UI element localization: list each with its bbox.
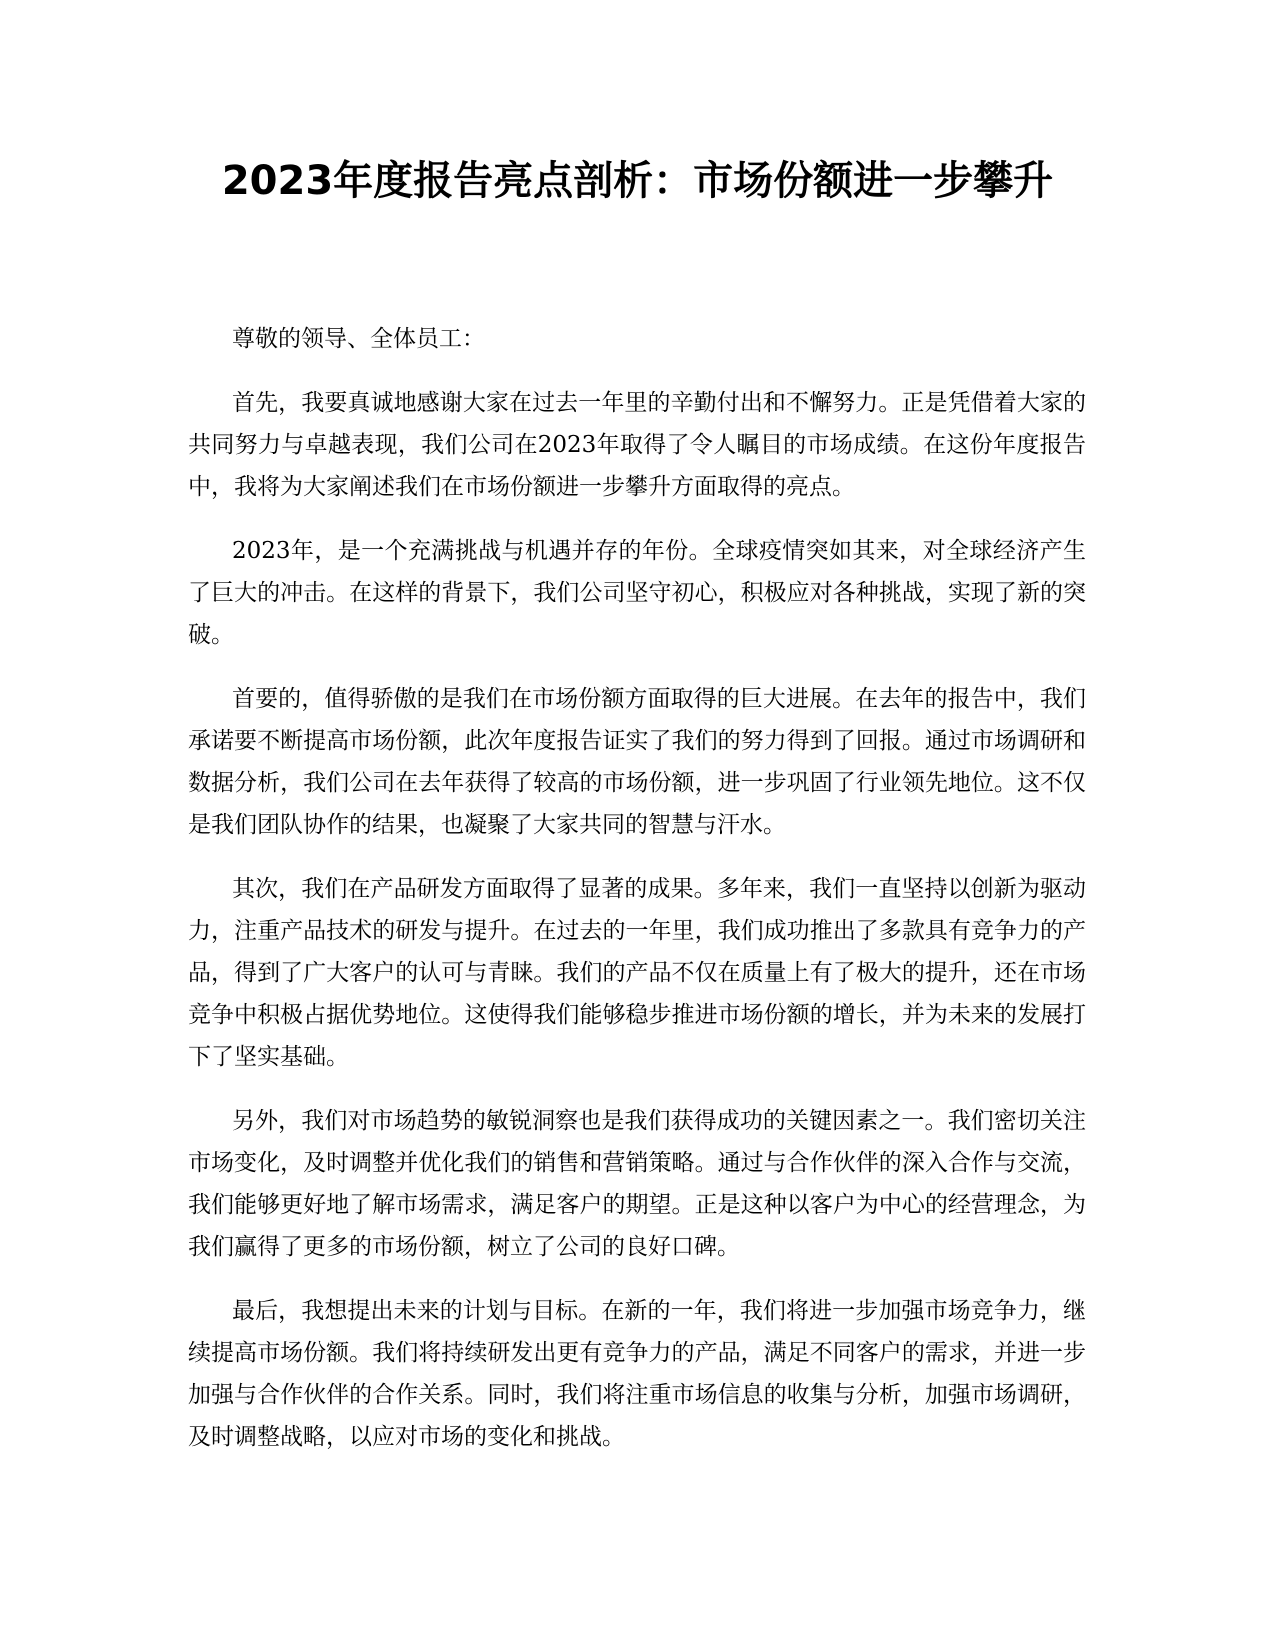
paragraph-6: 最后，我想提出未来的计划与目标。在新的一年，我们将进一步加强市场竞争力，继续提高市场份额。我们将持续研发出更有竞争力的产品，满足不同客户的需求，并进一步加强与合作伙伴的合作关系。同时，我们将注重市场信息的收集与分析，加强市场调研，及时调整战略，以应对市场的变化和挑战。 [188, 1298, 1086, 1450]
paragraph-4: 其次，我们在产品研发方面取得了显著的成果。多年来，我们一直坚持以创新为驱动力，注重产品技术的研发与提升。在过去的一年里，我们成功推出了多款具有竞争力的产品，得到了广大客户的认可与青睐。我们的产品不仅在质量上有了极大的提升，还在市场竞争中积极占据优势地位。这使得我们能够稳步推进市场份额的增长，并为未来的发展打下了坚实基础。 [188, 876, 1086, 1070]
paragraph-1: 首先，我要真诚地感谢大家在过去一年里的辛勤付出和不懈努力。正是凭借着大家的共同努力与卓越表现，我们公司在2023年取得了令人瞩目的市场成绩。在这份年度报告中，我将为大家阐述我们在市场份额进一步攀升方面取得的亮点。 [188, 390, 1086, 500]
document-title: 2023年度报告亮点剖析：市场份额进一步攀升 [221, 158, 1054, 204]
document-body [188, 318, 1086, 1480]
paragraph-2: 2023年，是一个充满挑战与机遇并存的年份。全球疫情突如其来，对全球经济产生了巨大的冲击。在这样的背景下，我们公司坚守初心，积极应对各种挑战，实现了新的突破。 [188, 538, 1086, 648]
paragraph-3: 首要的，值得骄傲的是我们在市场份额方面取得的巨大进展。在去年的报告中，我们承诺要不断提高市场份额，此次年度报告证实了我们的努力得到了回报。通过市场调研和数据分析，我们公司在去年获得了较高的市场份额，进一步巩固了行业领先地位。这不仅是我们团队协作的结果，也凝聚了大家共同的智慧与汗水。 [188, 686, 1086, 838]
greeting: 尊敬的领导、全体员工： [232, 326, 485, 352]
paragraph-5: 另外，我们对市场趋势的敏锐洞察也是我们获得成功的关键因素之一。我们密切关注市场变化，及时调整并优化我们的销售和营销策略。通过与合作伙伴的深入合作与交流，我们能够更好地了解市场需求，满足客户的期望。正是这种以客户为中心的经营理念，为我们赢得了更多的市场份额，树立了公司的良好口碑。 [188, 1108, 1086, 1260]
